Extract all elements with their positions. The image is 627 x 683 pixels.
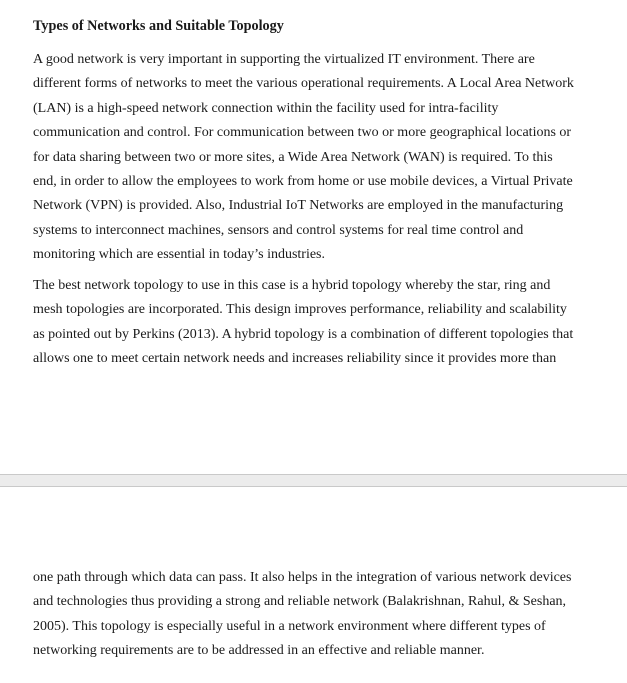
text-line: and technologies thus providing a strong and reliable network (Balakrishnan, Rahul, & Seshan, — [33, 594, 567, 610]
document-page-2 — [0, 487, 627, 683]
text-line: mesh topologies are incorporated. This design improves performance, reliability and scalability — [33, 302, 567, 318]
text-line: allows one to meet certain network needs and increases reliability since it provides more than — [33, 351, 557, 367]
text-line: different forms of networks to meet the various operational requirements. A Local Area Network — [33, 76, 574, 92]
text-line: The best network topology to use in this case is a hybrid topology whereby the star, ring and — [33, 278, 551, 293]
text-line: systems to interconnect machines, sensors and control systems for real time control and — [33, 222, 524, 238]
text-line: end, in order to allow the employees to work from home or use mobile devices, a Virtual Private — [33, 174, 573, 190]
text-line: A good network is very important in supporting the virtualized IT environment. There are — [33, 52, 535, 67]
paragraph-hybrid-topology-continued — [33, 566, 593, 664]
text-line: (LAN) is a high-speed network connection within the facility used for intra-facility — [33, 100, 499, 116]
text-line: communication and control. For communication between two or more geographical locations or — [33, 125, 572, 141]
paragraph-network-types — [33, 48, 593, 268]
text-line: monitoring which are essential in today’s industries. — [33, 247, 326, 263]
text-line: Network (VPN) is provided. Also, Industrial IoT Networks are employed in the manufacturing — [33, 198, 564, 214]
paragraph-hybrid-topology — [33, 274, 593, 372]
page-break-separator — [0, 474, 627, 487]
text-line: 2005). This topology is especially useful in a network environment where different types of — [33, 618, 546, 634]
text-line: as pointed out by Perkins (2013). A hybrid topology is a combination of different topologies that — [33, 326, 574, 342]
text-line: for data sharing between two or more sites, a Wide Area Network (WAN) is required. To this — [33, 149, 553, 165]
text-line: networking requirements are to be addressed in an effective and reliable manner. — [33, 643, 485, 659]
section-heading: Types of Networks and Suitable Topology — [33, 18, 284, 34]
text-line: one path through which data can pass. It also helps in the integration of various network devices — [33, 570, 572, 585]
